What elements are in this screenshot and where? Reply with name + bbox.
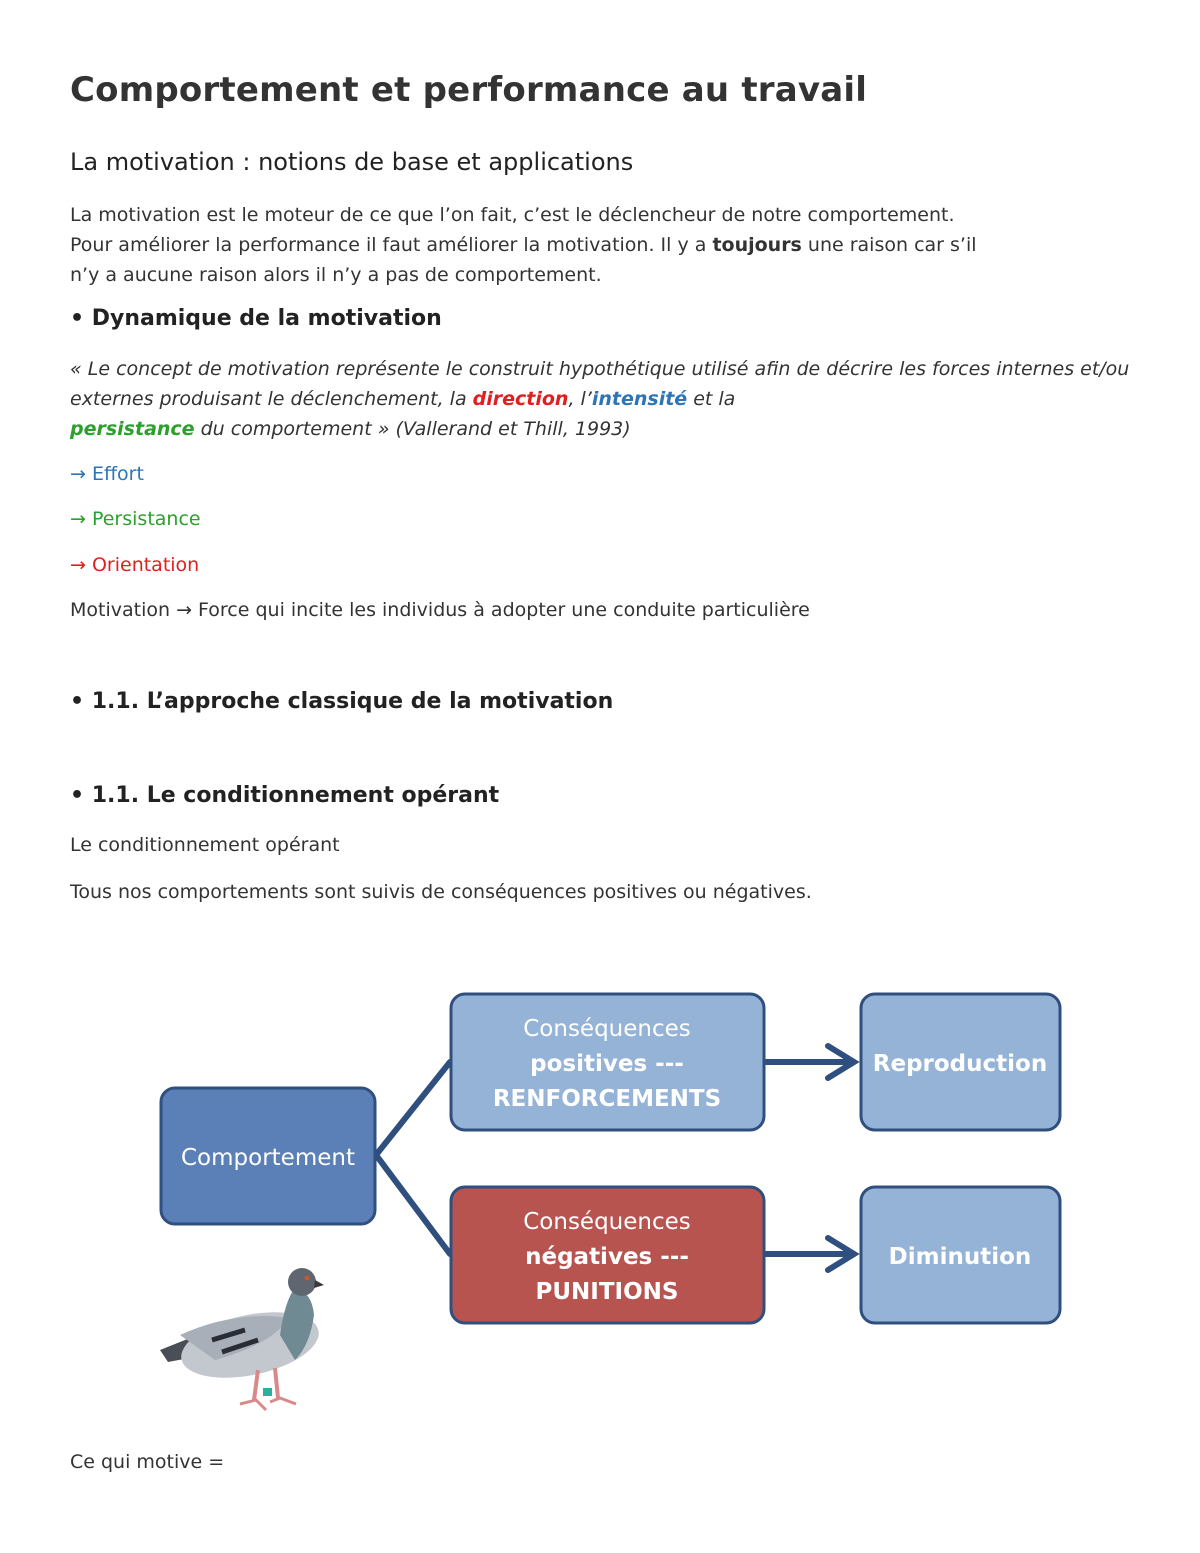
pigeon-eye: [305, 1276, 310, 1281]
pigeon-illustration: [160, 1268, 325, 1410]
section-heading-dynamique: • Dynamique de la motivation: [70, 306, 442, 331]
box-negative-line-1: Conséquences: [523, 1209, 691, 1235]
section-heading-conditionnement: • 1.1. Le conditionnement opérant: [70, 783, 500, 808]
pigeon-leg-2: [275, 1368, 278, 1398]
intro-line-2b: une raison car s’il: [801, 234, 977, 256]
connector-to-positive: [376, 1062, 450, 1155]
intro-line-1: La motivation est le moteur de ce que l’on fait, c’est le déclencheur de notre comportement.: [70, 204, 955, 226]
box-negative: [451, 1187, 764, 1323]
quote-persistance: persistance: [70, 418, 195, 440]
pigeon-leg-band: [263, 1388, 272, 1396]
box-positive-line-2: positives ---: [530, 1051, 684, 1077]
quote-part-4: du comportement » (Vallerand et Thill, 1993): [194, 418, 631, 440]
box-comportement-label: Comportement: [181, 1145, 355, 1171]
box-comportement: [161, 1088, 375, 1224]
arrow-orientation: → Orientation: [70, 554, 200, 576]
quote-direction: direction: [472, 388, 569, 410]
motivation-definition: Motivation → Force qui incite les individus à adopter une conduite particulière: [70, 599, 810, 621]
box-positive: [451, 994, 764, 1130]
consequences-text: Tous nos comportements sont suivis de conséquences positives ou négatives.: [70, 881, 812, 903]
box-diminution: [861, 1187, 1060, 1323]
arrow-effort: → Effort: [70, 463, 144, 485]
quote-part-1: « Le concept de motivation représente le construit hypothétique utilisé afin de décrire les forces internes et/ou externes produisant le déclenchement, la: [70, 358, 1130, 410]
section-heading-classique: • 1.1. L’approche classique de la motivation: [70, 689, 614, 714]
intro-bold-word: toujours: [712, 234, 802, 256]
quote-intensite: intensité: [591, 388, 688, 410]
pigeon-feet: [240, 1398, 296, 1410]
intro-line-2a: Pour améliorer la performance il faut améliorer la motivation. Il y a: [70, 234, 713, 256]
pigeon-beak: [314, 1280, 324, 1288]
ce-qui-motive: Ce qui motive =: [70, 1451, 225, 1473]
box-reproduction: [861, 994, 1060, 1130]
page-title: Comportement et performance au travail: [70, 70, 868, 110]
arrow-persistance: → Persistance: [70, 508, 201, 530]
conditionnement-label: Le conditionnement opérant: [70, 834, 340, 856]
box-diminution-label: Diminution: [888, 1244, 1032, 1270]
connector-to-negative: [376, 1155, 450, 1254]
quote-part-2: , l’: [568, 388, 592, 410]
intro-line-3: n’y a aucune raison alors il n’y a pas de comportement.: [70, 264, 602, 286]
quote-part-3: et la: [687, 388, 736, 410]
box-negative-line-2: négatives ---: [525, 1244, 689, 1270]
box-positive-line-1: Conséquences: [523, 1016, 691, 1042]
pigeon-head: [288, 1268, 316, 1296]
page-subtitle: La motivation : notions de base et applications: [70, 148, 634, 176]
box-reproduction-label: Reproduction: [872, 1051, 1048, 1077]
box-positive-line-3: RENFORCEMENTS: [492, 1086, 722, 1112]
box-negative-line-3: PUNITIONS: [535, 1279, 679, 1305]
